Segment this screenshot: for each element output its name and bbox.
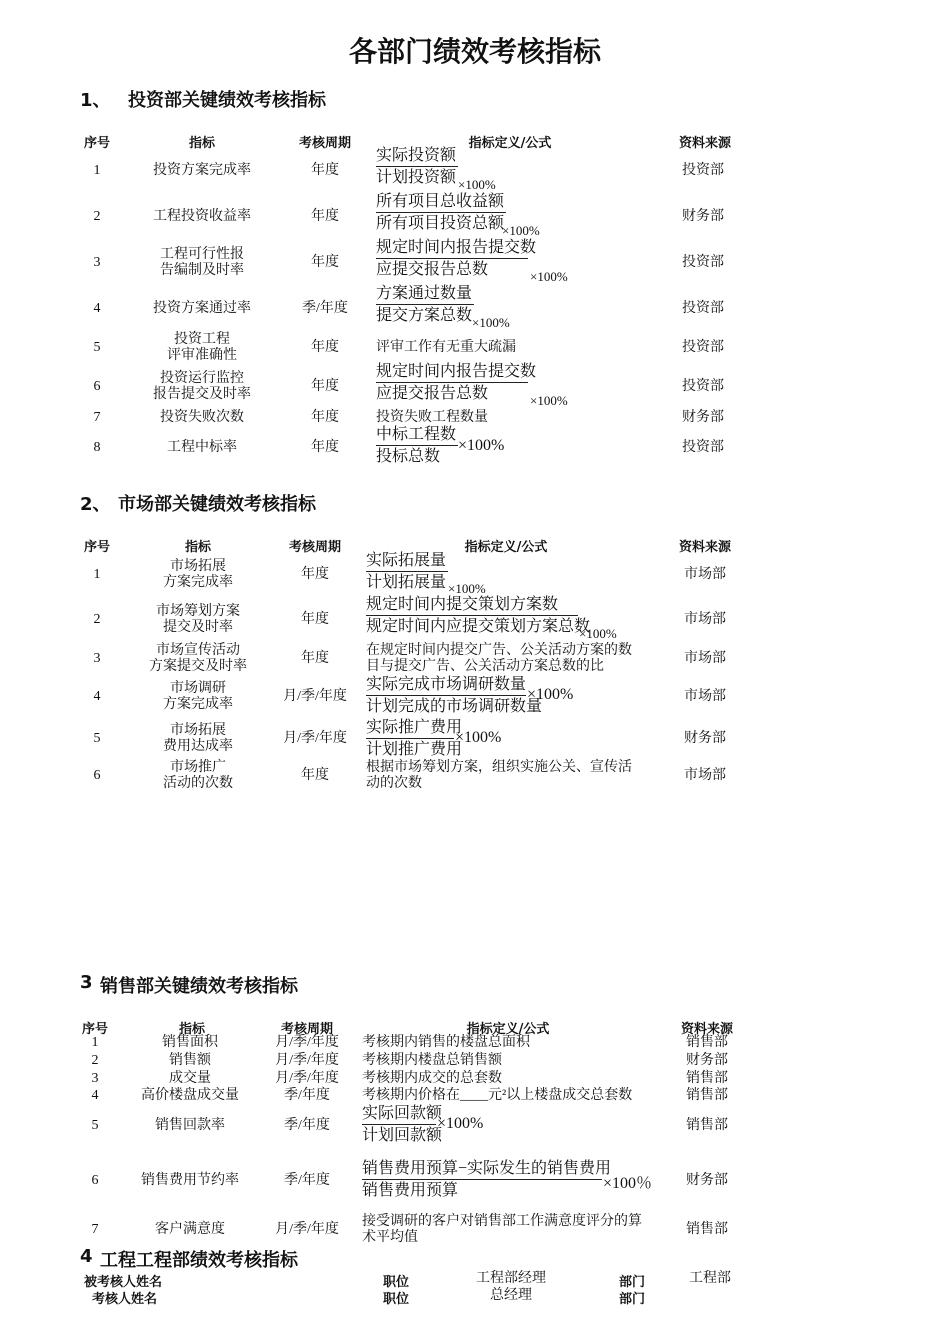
row-indicator: 投资失败次数 — [160, 410, 244, 425]
row-indicator: 高价楼盘成交量 — [141, 1088, 239, 1103]
row-period: 年度 — [301, 768, 329, 783]
row-no: 6 — [91, 1173, 99, 1188]
row-period: 季/年度 — [302, 301, 348, 316]
formula-denominator: 提交方案总数 — [376, 307, 473, 324]
row-source: 销售部 — [686, 1035, 728, 1050]
row-period: 年度 — [301, 612, 329, 627]
header-period: 考核周期 — [280, 1022, 333, 1037]
row-period: 年度 — [311, 379, 339, 394]
section-4-number: 4 — [80, 1246, 93, 1267]
row-source: 投资部 — [682, 379, 724, 394]
row-definition: 投资失败工程数量 — [376, 410, 488, 425]
row-indicator-line2: 评审准确性 — [167, 348, 237, 363]
row-indicator: 投资方案完成率 — [153, 163, 251, 178]
row-no: 3 — [93, 255, 101, 270]
assessor-position-label: 职位 — [382, 1292, 409, 1307]
assessee-position: 工程部经理 — [476, 1271, 546, 1286]
row-no: 2 — [91, 1053, 99, 1068]
assessor-name-label: 考核人姓名 — [92, 1292, 158, 1307]
formula-numerator: 规定时间内报告提交数 — [376, 238, 528, 259]
assessee-name-label: 被考核人姓名 — [84, 1275, 163, 1290]
row-no: 2 — [93, 612, 101, 627]
row-period: 月/季/年度 — [283, 689, 347, 704]
row-period: 季/年度 — [284, 1173, 330, 1188]
section-2-number: 2、 — [80, 494, 111, 515]
row-no: 2 — [93, 209, 101, 224]
row-indicator-line2: 告编制及时率 — [160, 263, 244, 278]
row-indicator-line2: 活动的次数 — [163, 776, 233, 791]
row-indicator-line2: 方案完成率 — [163, 575, 233, 590]
formula-numerator: 实际拓展量 — [366, 551, 448, 572]
row-no: 4 — [93, 689, 101, 704]
row-indicator-line1: 市场拓展 — [170, 559, 226, 574]
formula-denominator: 应提交报告总数 — [376, 261, 489, 278]
row-source: 财务部 — [682, 410, 724, 425]
row-period: 年度 — [311, 440, 339, 455]
row-period: 季/年度 — [284, 1088, 330, 1103]
formula-denominator: 计划投资额 — [376, 169, 457, 186]
row-source: 投资部 — [682, 255, 724, 270]
formula-denominator: 销售费用预算 — [362, 1182, 459, 1199]
section-2-heading: 市场部关键绩效考核指标 — [118, 494, 316, 515]
formula-numerator: 实际完成市场调研数量 — [366, 675, 526, 696]
formula-multiplier: ×100% — [458, 437, 505, 454]
assessee-dept: 工程部 — [689, 1271, 731, 1286]
row-period: 季/年度 — [284, 1118, 330, 1133]
row-source: 市场部 — [684, 567, 726, 582]
header-no: 序号 — [81, 1022, 108, 1037]
row-no: 5 — [91, 1118, 99, 1133]
row-indicator-line1: 市场筹划方案 — [156, 604, 240, 619]
row-indicator-line1: 投资运行监控 — [160, 371, 244, 386]
row-period: 月/季/年度 — [275, 1053, 339, 1068]
row-source: 财务部 — [686, 1173, 728, 1188]
row-source: 市场部 — [684, 612, 726, 627]
formula — [362, 1104, 442, 1146]
row-indicator-line2: 方案完成率 — [163, 697, 233, 712]
formula-numerator: 实际推广费用 — [366, 718, 454, 739]
row-definition-line1: 根据市场筹划方案，组织实施公关、宣传活 — [366, 760, 632, 775]
row-source: 投资部 — [682, 301, 724, 316]
row-definition-line2: 动的次数 — [366, 776, 422, 791]
row-definition-line1: 接受调研的客户对销售部工作满意度评分的算 — [362, 1214, 642, 1229]
header-period: 考核周期 — [298, 136, 351, 151]
formula-numerator: 规定时间内提交策划方案数 — [366, 595, 578, 616]
row-indicator: 销售费用节约率 — [141, 1173, 239, 1188]
formula-denominator: 计划回款额 — [362, 1127, 443, 1144]
row-no: 3 — [93, 651, 101, 666]
row-definition: 考核期内销售的楼盘总面积 — [362, 1035, 530, 1050]
header-indicator: 指标 — [188, 136, 215, 151]
row-period: 年度 — [301, 651, 329, 666]
row-definition: 评审工作有无重大疏漏 — [376, 340, 516, 355]
formula-numerator: 所有项目总收益额 — [376, 192, 506, 213]
formula-multiplier: ×100％ — [603, 1175, 653, 1192]
row-period: 年度 — [311, 163, 339, 178]
row-no: 7 — [91, 1222, 99, 1237]
row-no: 4 — [91, 1088, 99, 1103]
section-4-heading: 工程工程部绩效考核指标 — [100, 1250, 298, 1271]
row-period: 年度 — [311, 209, 339, 224]
row-indicator-line1: 市场推广 — [170, 760, 226, 775]
header-definition: 指标定义/公式 — [466, 1022, 550, 1037]
formula-numerator: 规定时间内报告提交数 — [376, 362, 528, 383]
formula-denominator: 投标总数 — [376, 448, 441, 465]
row-no: 1 — [93, 567, 101, 582]
formula — [376, 192, 506, 234]
formula-denominator: 计划拓展量 — [366, 574, 447, 591]
row-indicator: 销售面积 — [162, 1035, 218, 1050]
formula-denominator: 计划推广费用 — [366, 741, 463, 758]
formula-denominator: 计划完成的市场调研数量 — [366, 698, 543, 715]
row-source: 销售部 — [686, 1222, 728, 1237]
formula — [366, 675, 542, 717]
header-source: 资料来源 — [678, 136, 731, 151]
row-definition-line1: 在规定时间内提交广告、公关活动方案的数 — [366, 643, 632, 658]
formula — [362, 1159, 612, 1201]
row-source: 财务部 — [684, 731, 726, 746]
row-no: 6 — [93, 379, 101, 394]
header-source: 资料来源 — [678, 540, 731, 555]
row-indicator: 销售回款率 — [155, 1118, 225, 1133]
header-source: 资料来源 — [680, 1022, 733, 1037]
section-1-number: 1、 — [80, 90, 111, 111]
row-no: 5 — [93, 340, 101, 355]
row-indicator-line1: 市场调研 — [170, 681, 226, 696]
row-source: 财务部 — [682, 209, 724, 224]
section-3-number: 3 — [80, 972, 93, 993]
formula-multiplier: ×100% — [579, 626, 617, 641]
formula-multiplier: ×100% — [472, 315, 510, 330]
row-source: 市场部 — [684, 768, 726, 783]
row-period: 月/季/年度 — [275, 1222, 339, 1237]
header-indicator: 指标 — [184, 540, 211, 555]
formula-denominator: 规定时间内应提交策划方案总数 — [366, 618, 591, 635]
formula — [376, 425, 458, 467]
formula-multiplier: ×100% — [448, 581, 486, 596]
row-source: 市场部 — [684, 689, 726, 704]
formula — [376, 362, 537, 404]
row-period: 月/季/年度 — [275, 1035, 339, 1050]
row-definition: 考核期内楼盘总销售额 — [362, 1053, 502, 1068]
row-definition-line2: 术平均值 — [362, 1230, 418, 1245]
row-source: 销售部 — [686, 1118, 728, 1133]
assessor-position: 总经理 — [490, 1288, 532, 1303]
formula — [376, 284, 474, 326]
formula-multiplier: ×100% — [530, 393, 568, 408]
header-period: 考核周期 — [288, 540, 341, 555]
row-source: 市场部 — [684, 651, 726, 666]
row-indicator: 工程投资收益率 — [153, 209, 251, 224]
row-no: 5 — [93, 731, 101, 746]
header-definition: 指标定义/公式 — [464, 540, 548, 555]
row-indicator-line2: 报告提交及时率 — [153, 387, 251, 402]
formula-multiplier: ×100% — [437, 1115, 484, 1132]
header-no: 序号 — [83, 540, 110, 555]
formula-multiplier: ×100% — [527, 686, 574, 703]
row-definition: 考核期内成交的总套数 — [362, 1071, 502, 1086]
row-indicator-line1: 工程可行性报 — [160, 247, 244, 262]
section-1-heading: 投资部关键绩效考核指标 — [128, 90, 326, 111]
formula — [366, 718, 462, 760]
assessee-position-label: 职位 — [382, 1275, 409, 1290]
row-definition-line2: 目与提交广告、公关活动方案总数的比 — [366, 659, 604, 674]
formula-multiplier: ×100% — [502, 223, 540, 238]
formula-numerator: 方案通过数量 — [376, 284, 474, 305]
row-period: 年度 — [311, 255, 339, 270]
row-indicator-line2: 提交及时率 — [163, 620, 233, 635]
row-indicator-line1: 市场宣传活动 — [156, 643, 240, 658]
row-period: 年度 — [311, 410, 339, 425]
row-source: 财务部 — [686, 1053, 728, 1068]
formula-numerator: 实际回款额 — [362, 1104, 436, 1125]
formula-numerator: 实际投资额 — [376, 146, 458, 167]
row-indicator-line2: 方案提交及时率 — [149, 659, 247, 674]
header-no: 序号 — [83, 136, 110, 151]
row-indicator: 成交量 — [169, 1071, 211, 1086]
row-source: 销售部 — [686, 1088, 728, 1103]
formula-multiplier: ×100% — [455, 729, 502, 746]
formula — [376, 238, 537, 280]
section-3-heading: 销售部关键绩效考核指标 — [100, 976, 298, 997]
row-source: 投资部 — [682, 340, 724, 355]
formula-denominator: 应提交报告总数 — [376, 385, 489, 402]
row-source: 销售部 — [686, 1071, 728, 1086]
formula-numerator: 销售费用预算−实际发生的销售费用 — [362, 1159, 602, 1180]
row-no: 4 — [93, 301, 101, 316]
header-definition: 指标定义/公式 — [468, 136, 552, 151]
row-period: 年度 — [311, 340, 339, 355]
row-indicator-line2: 费用达成率 — [163, 739, 233, 754]
row-indicator: 销售额 — [169, 1053, 211, 1068]
row-no: 7 — [93, 410, 101, 425]
row-period: 月/季/年度 — [275, 1071, 339, 1086]
formula-numerator: 中标工程数 — [376, 425, 458, 446]
row-period: 月/季/年度 — [283, 731, 347, 746]
row-indicator-line1: 投资工程 — [174, 332, 230, 347]
header-indicator: 指标 — [178, 1022, 205, 1037]
row-no: 6 — [93, 768, 101, 783]
row-no: 3 — [91, 1071, 99, 1086]
row-indicator: 工程中标率 — [167, 440, 237, 455]
formula-denominator: 所有项目投资总额 — [376, 215, 505, 232]
assessee-dept-label: 部门 — [618, 1275, 645, 1290]
row-indicator: 投资方案通过率 — [153, 301, 251, 316]
row-definition: 考核期内价格在____元²以上楼盘成交总套数 — [362, 1088, 633, 1103]
formula — [366, 551, 448, 593]
formula-multiplier: ×100% — [458, 177, 496, 192]
formula — [376, 146, 458, 188]
assessor-dept-label: 部门 — [618, 1292, 645, 1307]
formula-multiplier: ×100% — [530, 269, 568, 284]
row-indicator-line1: 市场拓展 — [170, 723, 226, 738]
page-title: 各部门绩效考核指标 — [348, 35, 601, 68]
row-period: 年度 — [301, 567, 329, 582]
row-no: 8 — [93, 440, 101, 455]
row-no: 1 — [91, 1035, 99, 1050]
row-source: 投资部 — [682, 163, 724, 178]
row-source: 投资部 — [682, 440, 724, 455]
row-no: 1 — [93, 163, 101, 178]
row-indicator: 客户满意度 — [155, 1222, 225, 1237]
formula — [366, 595, 590, 637]
